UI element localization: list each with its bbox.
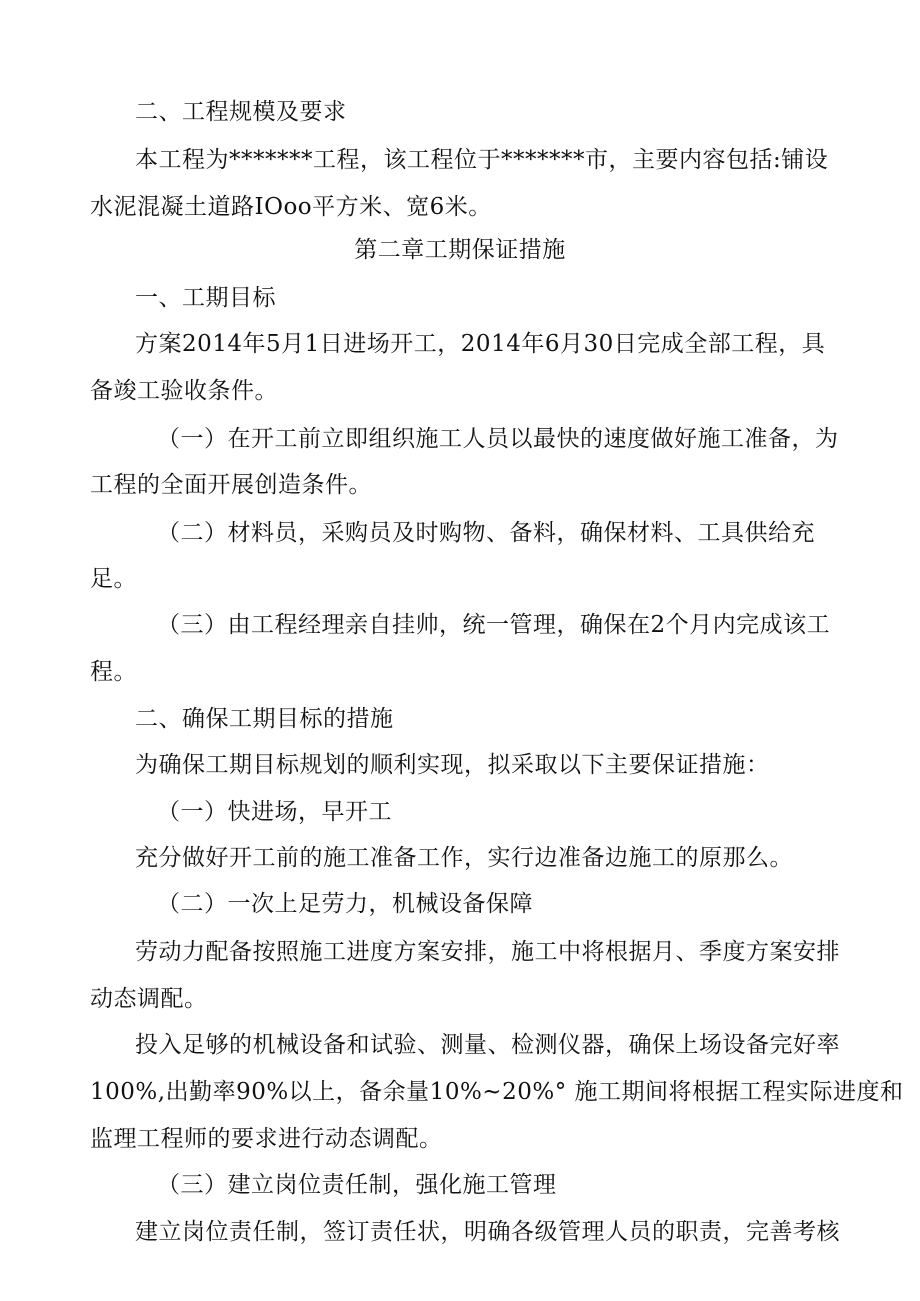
- subheading-line: （一）快进场，早开工: [157, 799, 392, 825]
- paragraph-line: 充分做好开工前的施工准备工作，实行边准备边施工的原那么。: [135, 845, 793, 871]
- list-item-line: （一）在开工前立即组织施工人员以最快的速度做好施工准备，为: [157, 426, 839, 452]
- paragraph-line: 足。: [90, 566, 137, 592]
- section-heading-project-scale: 二、工程规模及要求: [135, 99, 347, 125]
- list-item-line: （三）由工程经理亲自挂帅，统一管理，确保在2个月内完成该工: [157, 612, 831, 638]
- paragraph-line: 工程的全面开展创造条件。: [90, 472, 372, 498]
- paragraph-line: 方案2014年5月1日进场开工，2014年6月30日完成全部工程，具: [135, 331, 826, 357]
- paragraph-line: 本工程为*******工程，该工程位于*******市，主要内容包括:铺设: [135, 147, 829, 173]
- section-heading-measures: 二、确保工期目标的措施: [135, 706, 394, 732]
- subheading-line: （二）一次上足劳力，机械设备保障: [157, 891, 533, 917]
- paragraph-line: 建立岗位责任制，签订责任状，明确各级管理人员的职责，完善考核: [135, 1219, 840, 1245]
- paragraph-line: 为确保工期目标规划的顺利实现，拟采取以下主要保证措施：: [135, 752, 770, 778]
- paragraph-line: 劳动力配备按照施工进度方案安排，施工中将根据月、季度方案安排: [135, 939, 840, 965]
- chapter-title: 第二章工期保证措施: [354, 237, 566, 263]
- list-item-line: （二）材料员，采购员及时购物、备料，确保材料、工具供给充: [157, 520, 815, 546]
- paragraph-line: 100%,出勤率90%以上，备余量10%~20%° 施工期间将根据工程实际进度和: [90, 1079, 904, 1105]
- paragraph-line: 投入足够的机械设备和试验、测量、检测仪器，确保上场设备完好率: [135, 1032, 840, 1058]
- paragraph-line: 程。: [90, 659, 137, 685]
- paragraph-line: 水泥混凝土道路IOoo平方米、宽6米。: [90, 194, 492, 220]
- paragraph-line: 监理工程师的要求进行动态调配。: [90, 1126, 443, 1152]
- paragraph-line: 动态调配。: [90, 986, 208, 1012]
- section-heading-schedule-goal: 一、工期目标: [135, 285, 276, 311]
- paragraph-line: 备竣工验收条件。: [90, 378, 278, 404]
- subheading-line: （三）建立岗位责任制，强化施工管理: [157, 1172, 557, 1198]
